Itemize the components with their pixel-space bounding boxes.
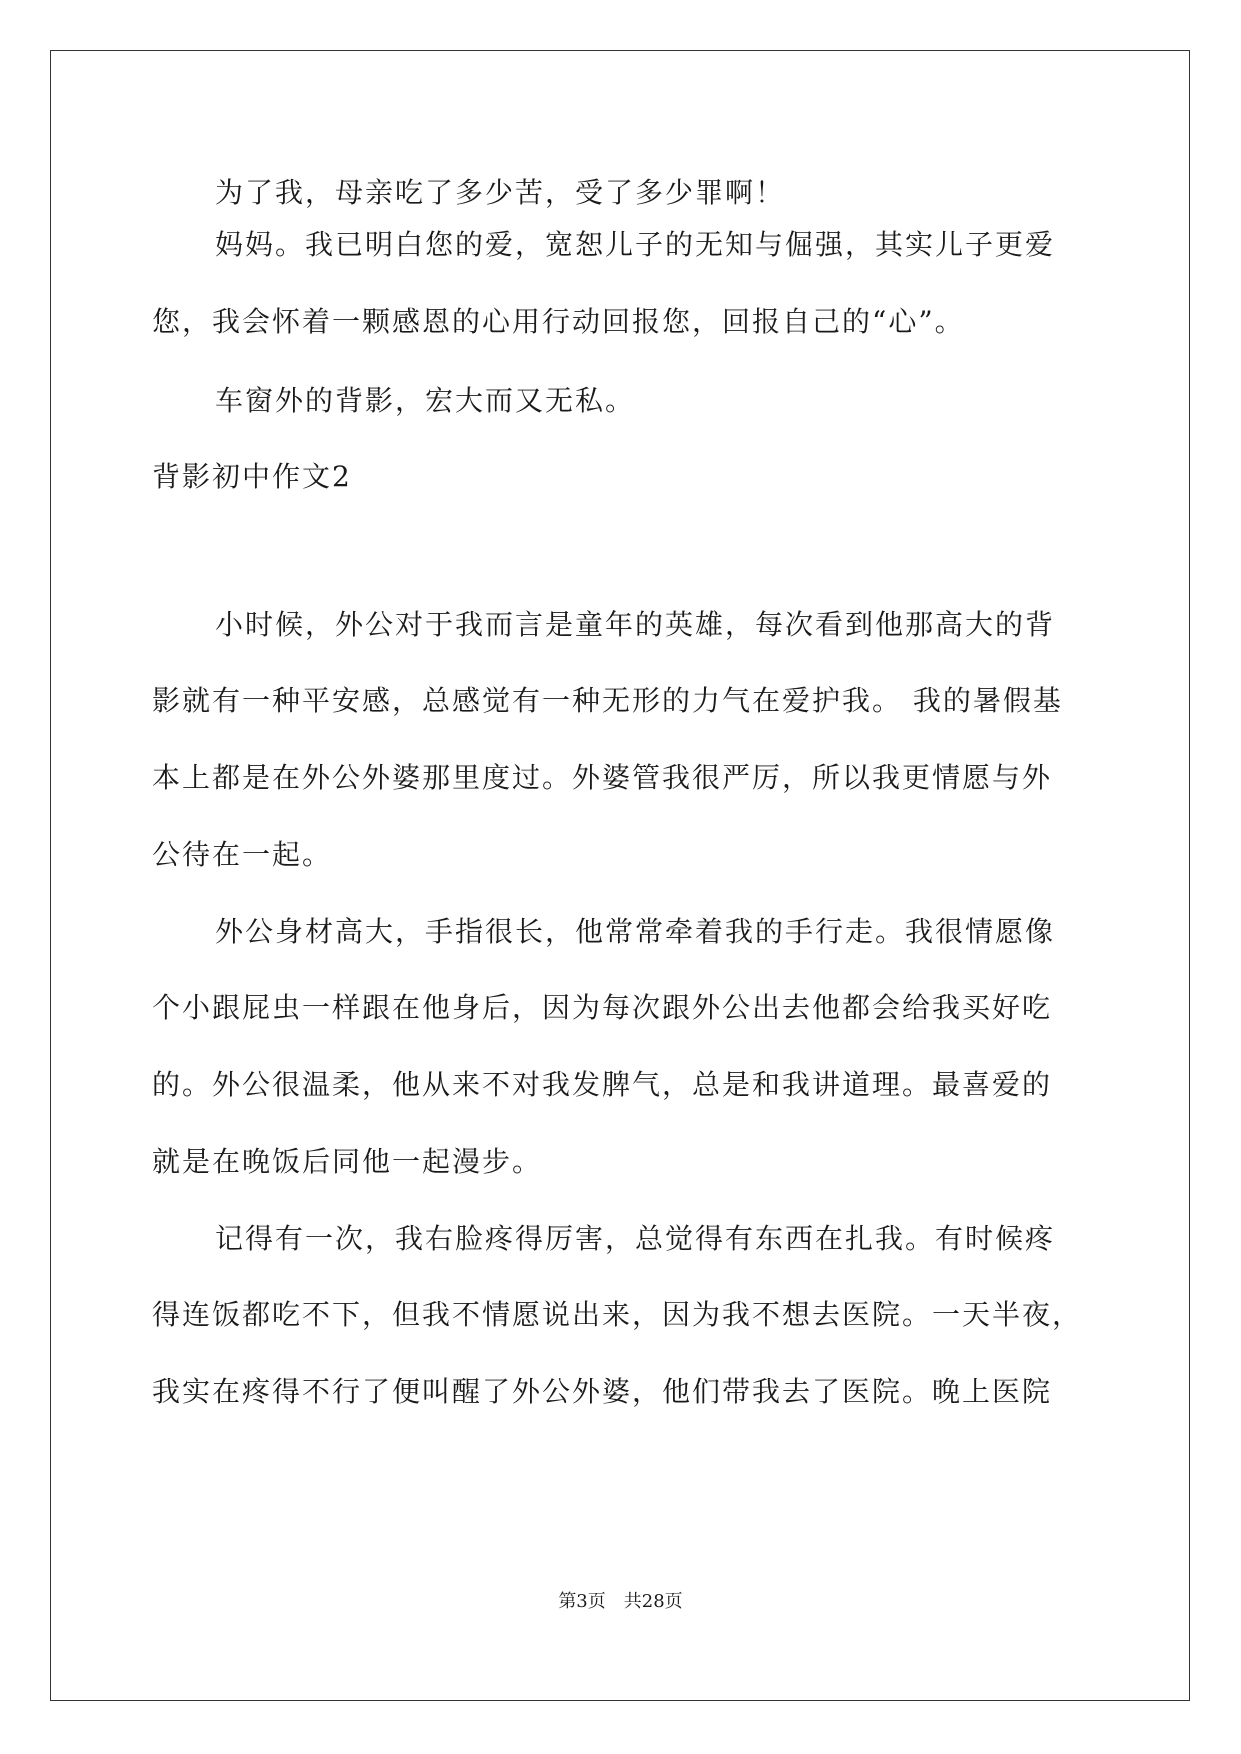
paragraph-line: 妈妈。我已明白您的爱，宽恕儿子的无知与倔强，其实儿子更爱 <box>215 228 1056 261</box>
paragraph-line: 记得有一次，我右脸疼得厉害，总觉得有东西在扎我。有时候疼 <box>215 1222 1056 1255</box>
paragraph-line: 本上都是在外公外婆那里度过。外婆管我很严厉，所以我更情愿与外 <box>152 761 1053 794</box>
paragraph-line: 公待在一起。 <box>152 838 333 871</box>
paragraph-line: 的。外公很温柔，他从来不对我发脾气，总是和我讲道理。最喜爱的 <box>152 1068 1053 1101</box>
paragraph-line: 得连饭都吃不下，但我不情愿说出来，因为我不想去医院。一天半夜， <box>152 1298 1083 1331</box>
paragraph-line: 个小跟屁虫一样跟在他身后，因为每次跟外公出去他都会给我买好吃 <box>152 991 1053 1024</box>
paragraph-line: 影就有一种平安感，总感觉有一种无形的力气在爱护我。 我的暑假基 <box>152 684 1063 717</box>
paragraph-line: 为了我，母亲吃了多少苦，受了多少罪啊！ <box>215 176 786 209</box>
paragraph-line: 我实在疼得不行了便叫醒了外公外婆，他们带我去了医院。晚上医院 <box>152 1375 1053 1408</box>
page-footer <box>0 1590 1241 1614</box>
paragraph-line: 车窗外的背影，宏大而又无私。 <box>215 384 636 417</box>
paragraph-line: 外公身材高大，手指很长，他常常牵着我的手行走。我很情愿像 <box>215 915 1056 948</box>
page-border <box>50 50 1190 1701</box>
paragraph-line: 您，我会怀着一颗感恩的心用行动回报您，回报自己的“心”。 <box>152 305 965 338</box>
page-number: 第3页 <box>558 1591 606 1612</box>
page-total: 共28页 <box>623 1591 683 1612</box>
paragraph-line: 就是在晚饭后同他一起漫步。 <box>152 1145 543 1178</box>
section-heading: 背影初中作文2 <box>152 460 352 493</box>
paragraph-line: 小时候，外公对于我而言是童年的英雄，每次看到他那高大的背 <box>215 608 1056 641</box>
